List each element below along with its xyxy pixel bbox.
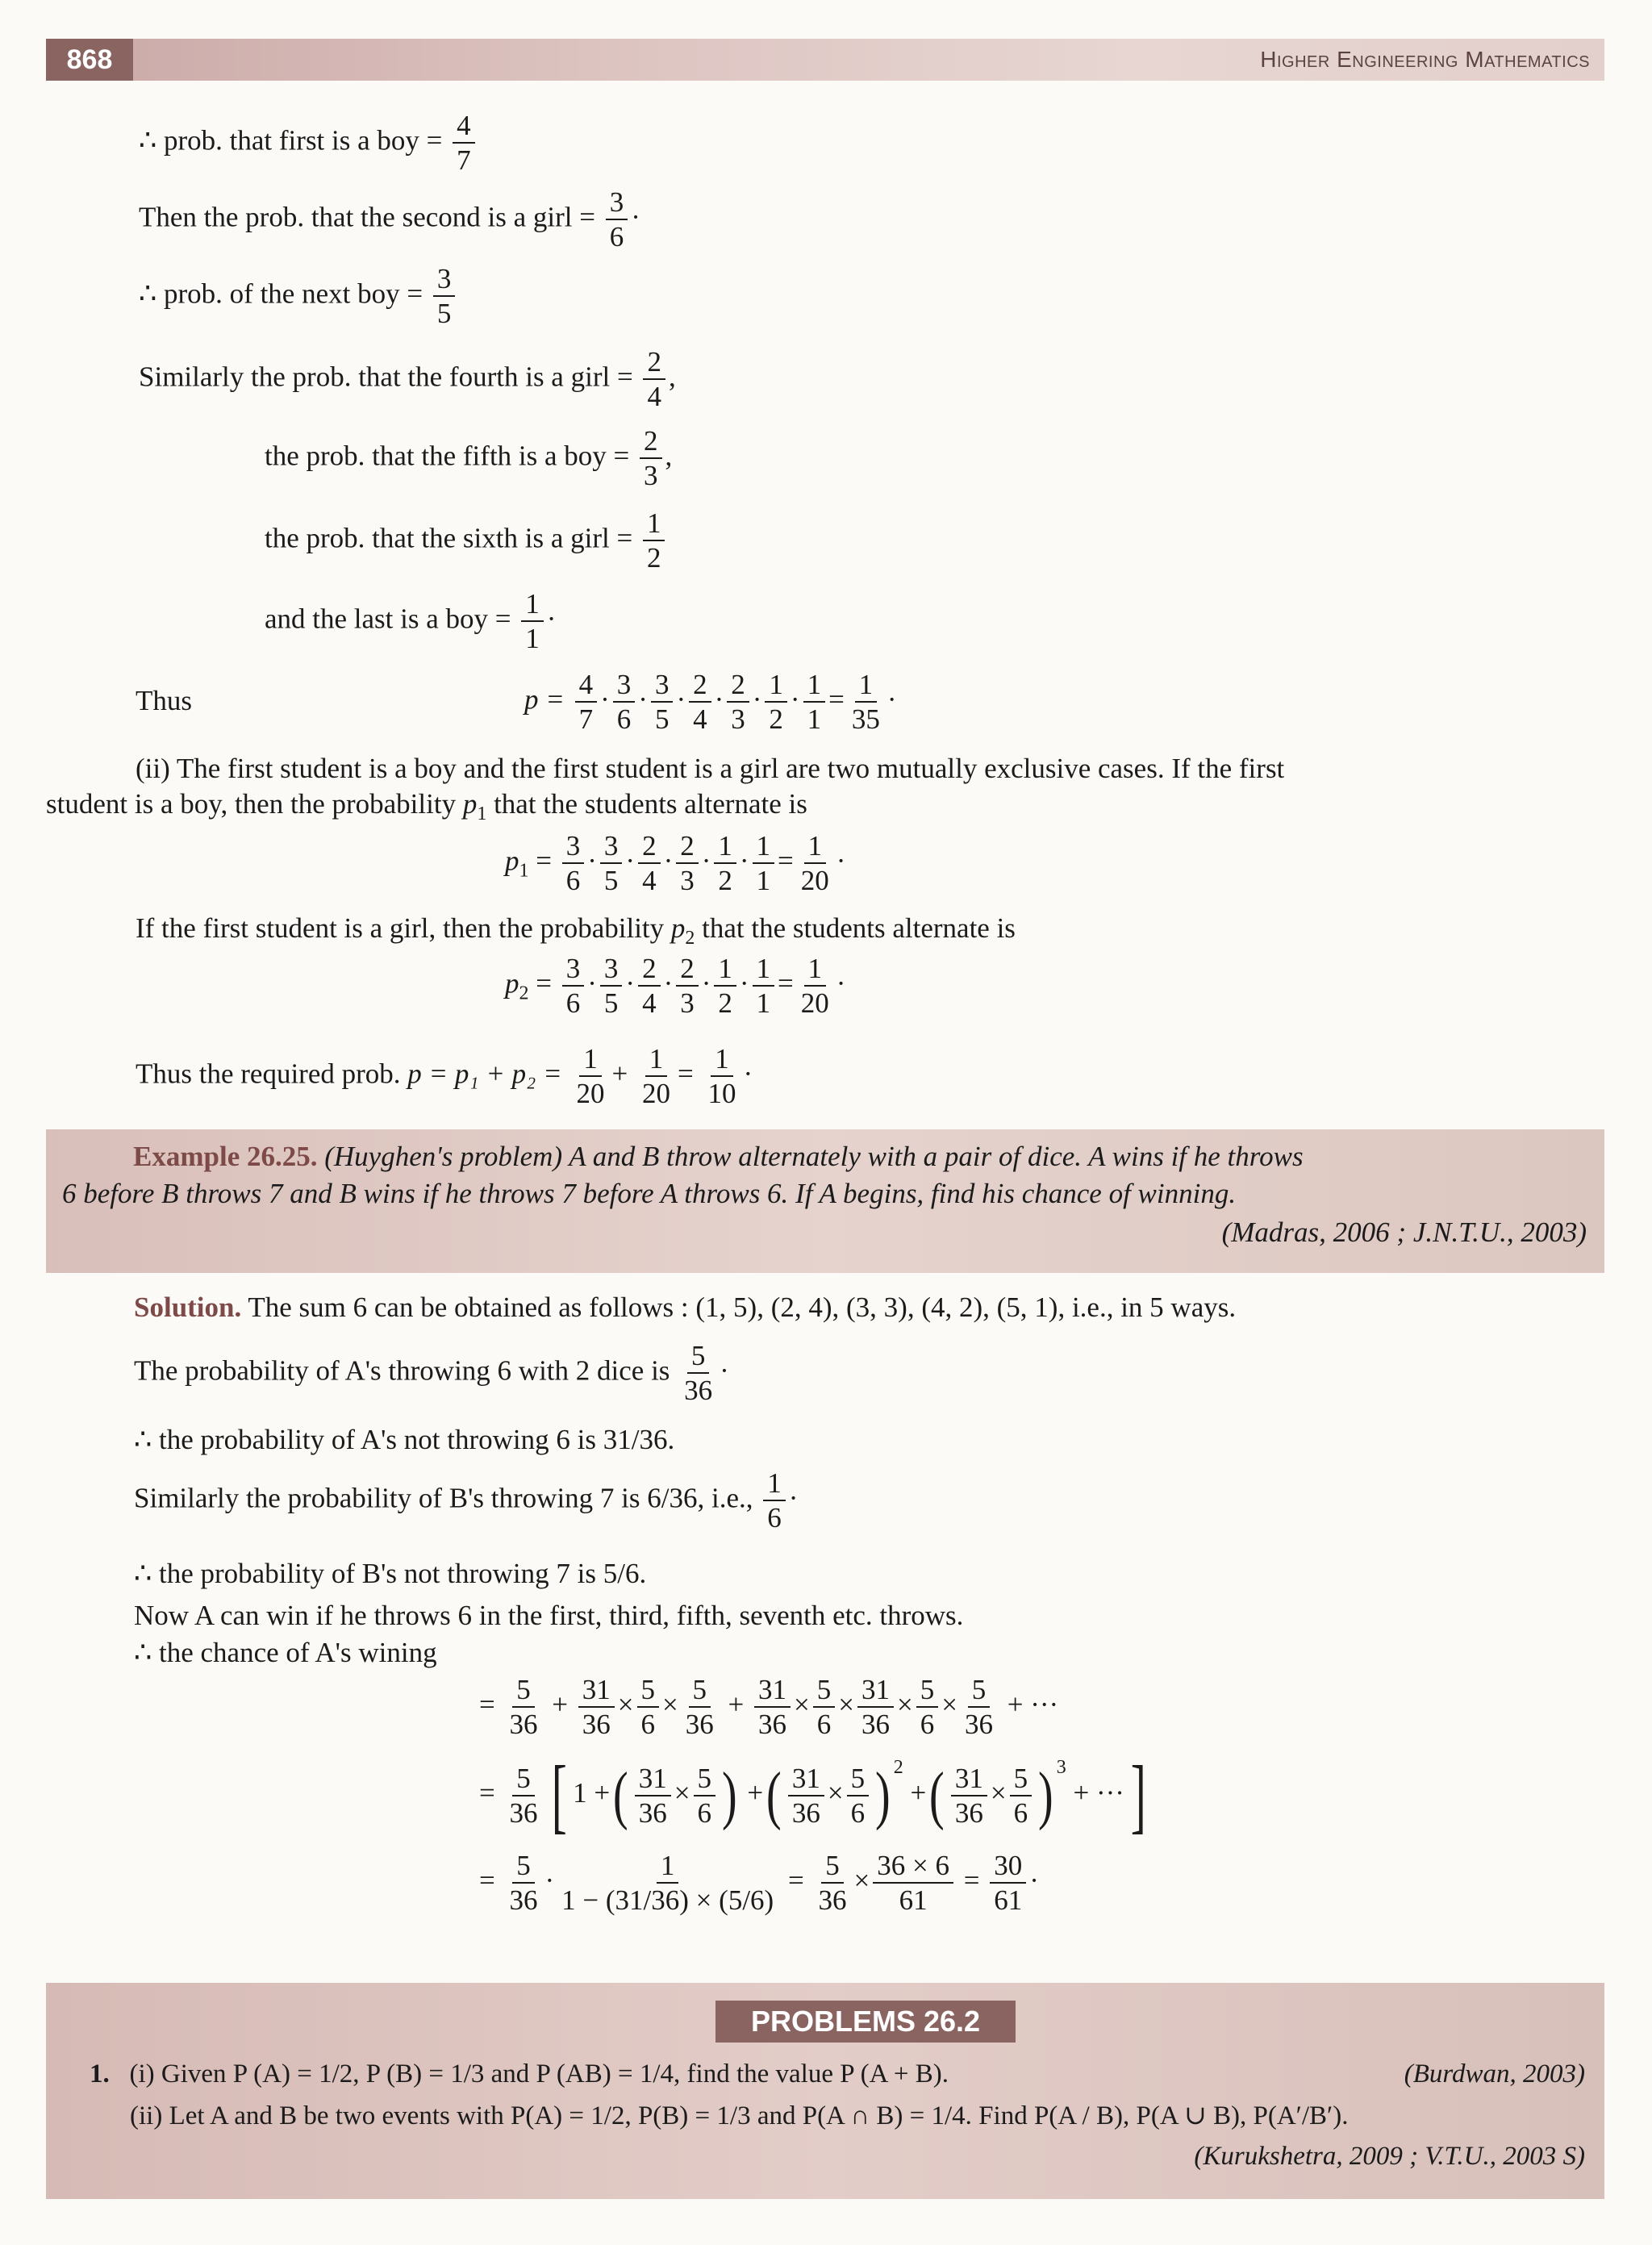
frac-den: 36	[685, 1709, 714, 1741]
fraction	[763, 1467, 786, 1535]
page-number: 868	[46, 39, 133, 81]
frac-num: 2	[643, 345, 665, 380]
exponent: 3	[1056, 1757, 1066, 1779]
thus-label: Thus	[136, 685, 192, 716]
frac-den: 6	[609, 221, 624, 253]
fraction	[676, 952, 699, 1020]
text: that the students alternate is	[494, 788, 807, 820]
frac-num: 3	[613, 668, 636, 703]
frac-den: 36	[684, 1375, 713, 1407]
var: p	[462, 788, 478, 820]
fraction	[643, 507, 665, 575]
lhs: p =	[524, 683, 565, 716]
frac-den: 36	[638, 1797, 667, 1829]
fraction	[753, 952, 775, 1020]
solution-line4: Similarly the probability of B's throwing 7 is 6/36, i.e., $\frac{1}{6}$ ·	[134, 1467, 799, 1534]
operator: =	[828, 683, 845, 716]
left-bracket: [	[551, 1749, 567, 1842]
var: p	[670, 912, 686, 944]
fraction	[961, 1673, 997, 1742]
fraction	[682, 1673, 718, 1742]
frac-num: 1	[711, 1042, 733, 1077]
fraction	[557, 1849, 778, 1917]
example-text: (Huyghen's problem) A and B throw alternately with a pair of dice. A wins if he throws	[324, 1141, 1304, 1172]
frac-den: 6	[767, 1502, 782, 1534]
operator: ·	[600, 683, 610, 716]
step-sixth-girl	[265, 507, 668, 575]
fraction	[813, 1673, 836, 1742]
paren: (	[766, 1760, 782, 1831]
fraction	[643, 345, 665, 414]
frac-den: 6	[1013, 1797, 1028, 1829]
step-fourth-girl	[139, 345, 676, 414]
operator: ·	[676, 683, 686, 716]
fraction	[578, 1673, 615, 1742]
frac-num: 3	[562, 952, 585, 987]
frac-num: 2	[676, 829, 699, 864]
frac-den: 20	[800, 987, 829, 1020]
frac-den: 6	[565, 865, 581, 897]
frac-den: 6	[816, 1709, 832, 1741]
frac-num: 1	[753, 829, 775, 864]
frac-num: 3	[600, 829, 623, 864]
frac-den: 1	[756, 865, 771, 897]
operator: ·	[836, 967, 846, 999]
frac-den: 36	[861, 1709, 890, 1741]
lhs: p	[505, 967, 519, 999]
part2-line2	[46, 787, 807, 826]
problem-1-i	[90, 2059, 949, 2091]
frac-den: 3	[644, 460, 658, 492]
text: The sum 6 can be obtained as follows : (1, 5), (2, 4), (3, 3), (4, 2), (5, 1), i.e., in 5 ways.	[248, 1292, 1237, 1323]
step-second-girl	[139, 186, 640, 254]
frac-num: 5	[847, 1762, 870, 1796]
fraction	[521, 587, 544, 656]
frac-num: 2	[676, 952, 699, 987]
fraction	[613, 668, 636, 737]
paren: )	[875, 1760, 891, 1831]
frac-den: 36	[758, 1709, 786, 1741]
frac-den: 1 − (31/36) × (5/6)	[561, 1884, 774, 1917]
fraction	[803, 668, 826, 737]
frac-num: 4	[575, 668, 598, 703]
text: The probability of A's throwing 6 with 2 dice is	[134, 1354, 670, 1387]
frac-den: 3	[680, 987, 695, 1020]
frac-num: 5	[813, 1673, 836, 1708]
fraction	[638, 829, 661, 898]
punct: ·	[546, 603, 557, 635]
punct: ,	[668, 361, 676, 393]
fraction	[606, 186, 628, 254]
frac-num: 1	[645, 1042, 668, 1077]
part2-line1: (ii) The first student is a boy and the first student is a girl are two mutually exclusive cases. If the first	[136, 753, 1285, 784]
example-box	[46, 1129, 1604, 1273]
frac-num: 1	[579, 1042, 602, 1077]
operator: ·	[587, 967, 597, 999]
frac-den: 3	[680, 865, 695, 897]
punct: ·	[631, 201, 640, 233]
step-last-boy	[265, 587, 556, 656]
sub: 1	[477, 803, 487, 824]
example-line2	[62, 1175, 1236, 1213]
step-next-boy	[139, 262, 458, 331]
paren: (	[929, 1760, 945, 1831]
step-text: ∴ prob. that first is a boy =	[139, 124, 443, 156]
frac-num: 2	[727, 668, 749, 703]
problem-1-i-source	[1404, 2059, 1585, 2091]
frac-den: 10	[707, 1078, 736, 1110]
fraction	[562, 829, 585, 898]
fraction	[575, 668, 598, 737]
frac-num: 1	[804, 952, 827, 987]
operator: =	[778, 845, 794, 877]
frac-den: 7	[457, 144, 471, 177]
fraction	[640, 424, 662, 493]
frac-den: 4	[647, 381, 661, 413]
frac-den: 5	[436, 298, 452, 330]
operator: ·	[663, 967, 674, 999]
operator: ·	[714, 683, 724, 716]
sub: 2	[519, 983, 529, 1004]
frac-den: 2	[646, 542, 661, 574]
frac-den: 6	[640, 1709, 655, 1741]
frac-num: 1	[765, 668, 787, 703]
fraction	[506, 1849, 542, 1917]
frac-den: 2	[718, 987, 732, 1020]
frac-num: 3	[606, 186, 628, 220]
fraction	[753, 829, 775, 898]
source-text: (Kurukshetra, 2009 ; V.T.U., 2003 S)	[1194, 2142, 1585, 2171]
frac-num: 2	[638, 952, 661, 987]
fraction	[680, 1339, 716, 1408]
step-text: Similarly the prob. that the fourth is a girl =	[139, 361, 633, 393]
operator: =	[778, 967, 794, 999]
source-text: (Burdwan, 2003)	[1404, 2059, 1585, 2089]
operator: ·	[886, 683, 897, 716]
operator: ·	[663, 845, 674, 877]
frac-num: 5	[1010, 1762, 1032, 1796]
fraction	[562, 952, 585, 1020]
p1-product: $p_1$ = $\frac{3}{6}$ · $\frac{3}{5}$ · $\frac{2}{4}$ · $\frac{2}{3}$ · $\frac{1}{2}$ · $\frac{1}{1}$ = $\frac{1}{20}$ ·	[505, 830, 846, 897]
frac-num: 3	[433, 262, 456, 297]
frac-den: 36	[509, 1797, 538, 1829]
frac-den: 1	[525, 623, 540, 655]
frac-den: 7	[578, 703, 594, 736]
frac-den: 20	[576, 1078, 605, 1110]
frac-num: 31	[857, 1673, 894, 1708]
fraction	[638, 1042, 674, 1111]
operator: ·	[790, 683, 800, 716]
frac-den: 5	[603, 987, 619, 1020]
step-first-boy	[139, 109, 478, 177]
frac-num: 2	[638, 829, 661, 864]
series-row1: = $\frac{5}{36}$ + $\frac{31}{36}$ × $\frac{5}{6}$ × $\frac{5}{36}$ + $\frac{31}{36}$ × $\frac{5}{6}$ × $\frac{31}{36}$ × $\frac{5}{6}$ × $\frac{5}{36}$ + ···	[479, 1674, 1059, 1741]
fraction	[714, 829, 736, 898]
example-line1	[133, 1137, 1304, 1176]
solution-line1	[134, 1291, 1236, 1325]
solution-line3: ∴ the probability of A's not throwing 6 is 31/36.	[134, 1424, 675, 1455]
frac-den: 61	[899, 1884, 928, 1917]
paren: )	[1038, 1760, 1053, 1831]
frac-den: 36	[965, 1709, 993, 1741]
series-row3: = $\frac{5}{36}$ · $\frac{1}{1 - (31/36) \times (5/6)}$ = $\frac{5}{36}$ × $\frac{36 \times 6}{61}$ = $\frac{30}{61}$ ·	[479, 1850, 1039, 1917]
text: If the first student is a girl, then the probability	[136, 912, 665, 944]
frac-num: 1	[753, 952, 775, 987]
fraction	[848, 668, 884, 737]
fraction	[651, 668, 674, 737]
frac-den: 6	[850, 1797, 866, 1829]
frac-num: 1	[643, 507, 665, 541]
fraction	[714, 952, 736, 1020]
frac-den: 1	[807, 703, 822, 736]
problem-1-ii	[130, 2101, 1349, 2133]
operator: ·	[752, 683, 762, 716]
example-label: Example 26.25.	[133, 1141, 318, 1172]
frac-num: 2	[640, 424, 662, 459]
fraction	[814, 1849, 850, 1917]
frac-num: 3	[562, 829, 585, 864]
operator: ·	[739, 845, 749, 877]
fraction	[857, 1673, 894, 1742]
right-bracket: ]	[1130, 1749, 1146, 1842]
solution-line6: Now A can win if he throws 6 in the first, third, fifth, seventh etc. throws.	[134, 1600, 964, 1631]
text: student is a boy, then the probability	[46, 788, 457, 820]
punct: ,	[665, 440, 673, 472]
fraction	[765, 668, 787, 737]
frac-den: 36	[582, 1709, 611, 1741]
series-row2: = $\frac{5}{36}$ [ 1 +( $\frac{31}{36}$ × $\frac{5}{6}$ ) +( $\frac{31}{36}$ × $\frac{5}{6}$ ) $^2$ +( $\frac{31}{36}$ × $\frac{5}{6}$ ) $^3$ + ···]	[479, 1749, 1146, 1842]
final-prob: Thus the required prob. p = p₁ + p₂ = $\frac{1}{20}$ + $\frac{1}{20}$ = $\frac{1}{10}$ ·	[136, 1043, 753, 1110]
frac-num: 3	[600, 952, 623, 987]
frac-den: 6	[920, 1709, 935, 1741]
frac-den: 6	[565, 987, 581, 1020]
exponent: 2	[893, 1757, 903, 1779]
frac-num: 1	[804, 829, 827, 864]
eq: p = p₁ + p₂ =	[407, 1058, 562, 1090]
frac-den: 36	[791, 1797, 820, 1829]
operator: ·	[638, 683, 648, 716]
problem-number: 1.	[90, 2059, 110, 2089]
step-text: the prob. that the sixth is a girl =	[265, 522, 633, 554]
frac-den: 36	[509, 1709, 538, 1741]
fraction	[873, 1849, 953, 1917]
frac-den: 6	[697, 1797, 712, 1829]
frac-num: 31	[635, 1762, 671, 1796]
lhs: p	[505, 845, 519, 877]
step-text: the prob. that the fifth is a boy =	[265, 440, 630, 472]
frac-den: 4	[642, 865, 657, 897]
frac-den: 1	[756, 987, 771, 1020]
problems-title: PROBLEMS 26.2	[715, 2001, 1016, 2043]
frac-num: 5	[687, 1339, 710, 1374]
fraction	[689, 668, 711, 737]
text: that the students alternate is	[702, 912, 1016, 944]
operator: ·	[587, 845, 597, 877]
frac-den: 20	[800, 865, 829, 897]
fraction	[638, 952, 661, 1020]
operator: ·	[701, 845, 711, 877]
frac-num: 1	[521, 587, 544, 622]
fraction	[797, 952, 833, 1020]
problem-text: (i) Given P (A) = 1/2, P (B) = 1/3 and P (AB) = 1/4, find the value P (A + B).	[129, 2059, 949, 2089]
step-text: Then the prob. that the second is a girl =	[139, 201, 595, 233]
fraction	[1010, 1762, 1032, 1830]
paren: (	[613, 1760, 628, 1831]
frac-num: 31	[754, 1673, 791, 1708]
frac-num: 5	[512, 1673, 535, 1708]
frac-num: 5	[694, 1762, 716, 1796]
frac-num: 5	[512, 1849, 535, 1884]
fraction	[506, 1673, 542, 1742]
example-text: 6 before B throws 7 and B wins if he throws 7 before A throws 6. If A begins, find his chance of winning.	[62, 1178, 1237, 1209]
fraction	[916, 1673, 939, 1742]
frac-den: 36	[818, 1884, 847, 1917]
frac-den: 61	[994, 1884, 1023, 1917]
frac-num: 31	[951, 1762, 987, 1796]
problem-text: (ii) Let A and B be two events with P(A) = 1/2, P(B) = 1/3 and P(A ∩ B) = 1/4. Find P(A / B), P(A ∪ B), P(A′/B′).	[130, 2101, 1349, 2130]
frac-num: 1	[657, 1849, 679, 1884]
step-fifth-boy	[265, 424, 672, 493]
thus-product	[524, 668, 896, 737]
book-title: Higher Engineering Mathematics	[1260, 47, 1590, 72]
fraction	[600, 952, 623, 1020]
solution-label: Solution.	[134, 1292, 242, 1323]
operator: ·	[625, 967, 636, 999]
fraction	[676, 829, 699, 898]
fraction	[703, 1042, 740, 1111]
frac-num: 5	[916, 1673, 939, 1708]
fraction	[506, 1762, 542, 1830]
frac-den: 4	[693, 703, 707, 736]
problems-box	[46, 1983, 1604, 2199]
fraction	[433, 262, 456, 331]
frac-num: 1	[763, 1467, 786, 1501]
paren: )	[722, 1760, 737, 1831]
text: Thus the required prob.	[136, 1058, 401, 1090]
frac-den: 6	[616, 703, 632, 736]
frac-num: 3	[651, 668, 674, 703]
frac-den: 36	[954, 1797, 983, 1829]
frac-num: 5	[821, 1849, 844, 1884]
step-text: and the last is a boy =	[265, 603, 511, 635]
problem-1-ii-source	[1194, 2141, 1585, 2173]
page-header	[46, 39, 1604, 81]
frac-num: 2	[689, 668, 711, 703]
step-text: ∴ prob. of the next boy =	[139, 277, 423, 310]
frac-num: 1	[803, 668, 826, 703]
fraction	[727, 668, 749, 737]
frac-num: 1	[714, 952, 736, 987]
frac-num: 30	[990, 1849, 1026, 1884]
example-source	[1222, 1213, 1587, 1252]
p2-product: $p_2$ = $\frac{3}{6}$ · $\frac{3}{5}$ · $\frac{2}{4}$ · $\frac{2}{3}$ · $\frac{1}{2}$ · $\frac{1}{1}$ = $\frac{1}{20}$ ·	[505, 953, 846, 1020]
frac-num: 1	[855, 668, 878, 703]
solution-line2: The probability of A's throwing 6 with 2 dice is $\frac{5}{36}$ ·	[134, 1340, 729, 1407]
solution-line5: ∴ the probability of B's not throwing 7 is 5/6.	[134, 1558, 647, 1589]
text: Similarly the probability of B's throwing 7 is 6/36, i.e.,	[134, 1482, 753, 1514]
frac-num: 5	[637, 1673, 660, 1708]
frac-num: 31	[578, 1673, 615, 1708]
fraction	[694, 1762, 716, 1830]
frac-den: 4	[642, 987, 657, 1020]
fraction	[847, 1762, 870, 1830]
fraction	[797, 829, 833, 898]
fraction	[635, 1762, 671, 1830]
fraction	[990, 1849, 1026, 1917]
frac-num: 31	[788, 1762, 824, 1796]
frac-num: 36 × 6	[873, 1849, 953, 1884]
part2-line3	[136, 912, 1016, 950]
frac-den: 5	[603, 865, 619, 897]
frac-num: 5	[968, 1673, 991, 1708]
frac-num: 5	[512, 1762, 535, 1796]
operator: ·	[625, 845, 636, 877]
frac-den: 2	[718, 865, 732, 897]
solution-line7: ∴ the chance of A's wining	[134, 1637, 437, 1668]
frac-den: 35	[851, 703, 880, 736]
fraction	[572, 1042, 608, 1111]
fraction	[637, 1673, 660, 1742]
frac-num: 1	[714, 829, 736, 864]
fraction	[788, 1762, 824, 1830]
fraction	[600, 829, 623, 898]
frac-den: 3	[731, 703, 745, 736]
operator: ·	[701, 967, 711, 999]
frac-num: 4	[453, 109, 475, 144]
sub: 1	[519, 860, 529, 882]
operator: ·	[836, 845, 846, 877]
operator: ·	[739, 967, 749, 999]
fraction	[951, 1762, 987, 1830]
fraction	[453, 109, 475, 177]
frac-den: 2	[769, 703, 783, 736]
source-text: (Madras, 2006 ; J.N.T.U., 2003)	[1221, 1216, 1587, 1248]
frac-num: 5	[689, 1673, 711, 1708]
sub: 2	[685, 928, 695, 949]
frac-den: 20	[641, 1078, 670, 1110]
frac-den: 36	[509, 1884, 538, 1917]
frac-den: 5	[654, 703, 670, 736]
fraction	[754, 1673, 791, 1742]
